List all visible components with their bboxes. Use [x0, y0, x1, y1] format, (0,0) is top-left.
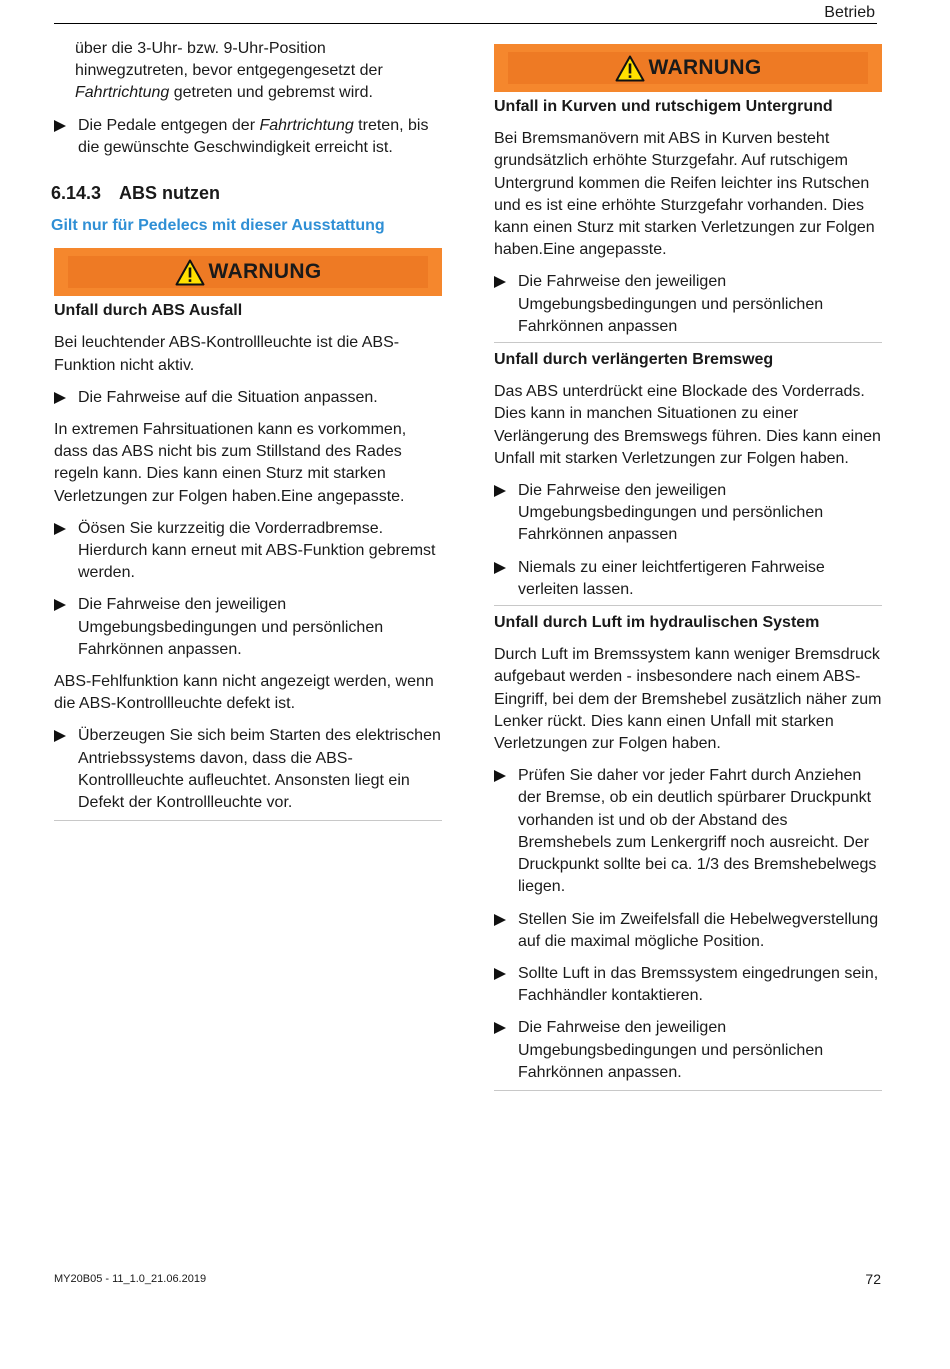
bullet-triangle-icon: [494, 485, 506, 497]
warning-heading: Unfall durch Luft im hydraulischen System: [494, 614, 820, 632]
section-subtitle: Gilt nur für Pedelecs mit dieser Ausstattung: [51, 217, 385, 235]
warning-end-divider: [54, 820, 442, 821]
warning-label: WARNUNG: [208, 260, 322, 284]
bullet-item: Die Fahrweise auf die Situation anpassen.: [54, 387, 442, 409]
warning-banner: [54, 248, 442, 296]
bullet-item: Öösen Sie kurzzeitig die Vorderradbremse. Hierdurch kann erneut mit ABS-Funktion gebremst werden.: [54, 518, 442, 585]
section-title: ABS nutzen: [119, 183, 221, 204]
page-number: 72: [865, 1271, 881, 1287]
bullet-triangle-icon: [54, 392, 66, 404]
warning-heading: Unfall durch verlängerten Bremsweg: [494, 351, 774, 369]
bullet-triangle-icon: [494, 1022, 506, 1034]
bullet-item: Niemals zu einer leichtfertigeren Fahrweise verleiten lassen.: [494, 557, 882, 601]
bullet-triangle-icon: [494, 914, 506, 926]
left-column: [51, 38, 442, 821]
warning-heading: Unfall in Kurven und rutschigem Untergrund: [494, 98, 833, 115]
bullet-item: Stellen Sie im Zweifelsfall die Hebelwegverstellung auf die maximal mögliche Position.: [494, 909, 882, 953]
bullet-item: Die Fahrweise den jeweiligen Umgebungsbedingungen und persönlichen Fahrkönnen anpassen: [494, 480, 882, 547]
bullet-item: Prüfen Sie daher vor jeder Fahrt durch Anziehen der Bremse, ob ein deutlich spürbarer Druckpunkt vorhanden ist und ob der Abstand des Bremshebels zum Lenkergriff noch ausreicht. Der Druckpunkt sollte bei ca. 1/3 des Bremshebelwegs liegen.: [494, 765, 882, 898]
warning-text: Durch Luft im Bremssystem kann weniger Bremsdruck aufgebaut werden - insbesondere nach einem ABS-Eingriff, bei dem der Bremshebel zusätzlich näher zum Lenker rückt. Dies kann einen Unfall mit starken Verletzungen zur Folgen haben.: [494, 646, 882, 753]
warning-text: ABS-Fehlfunktion kann nicht angezeigt werden, wenn die ABS-Kontrollleuchte defekt ist.: [54, 673, 434, 713]
bullet-triangle-icon: [54, 120, 66, 132]
bullet-triangle-icon: [54, 599, 66, 611]
header-rule: [54, 23, 877, 24]
bullet-triangle-icon: [494, 770, 506, 782]
bullet-item: Überzeugen Sie sich beim Starten des elektrischen Antriebssystems davon, dass die ABS-Kontrollleuchte aufleuchtet. Ansonsten liegt ein Defekt der Kontrollleuchte vor.: [54, 725, 442, 814]
bullet-item: Die Fahrweise den jeweiligen Umgebungsbedingungen und persönlichen Fahrkönnen anpassen: [494, 271, 882, 338]
warning-banner: [494, 44, 882, 92]
warning-text: In extremen Fahrsituationen kann es vorkommen, dass das ABS nicht bis zum Stillstand des Rades regeln kann. Dies kann einen Sturz mit starken Verletzungen zur Folgen haben.Eine angepasste.: [54, 421, 407, 505]
bullet-triangle-icon: [54, 730, 66, 742]
right-column: [494, 44, 882, 1091]
warning-text: Bei Bremsmanövern mit ABS in Kurven besteht grundsätzlich erhöhte Sturzgefahr. Auf rutschigem Untergrund kommen die Reifen leichter ins Rutschen und es ist eine erhöhte Sturzgefahr vorhanden. Dies kann einen Sturz mit starken Verletzungen zur Folgen haben.Eine angepasste.: [494, 130, 875, 259]
section-number: 6.14.3: [51, 183, 102, 204]
warning-label: WARNUNG: [648, 55, 762, 79]
header-title: Betrieb: [824, 4, 875, 21]
bullet-triangle-icon: [494, 562, 506, 574]
bullet-item: Die Fahrweise den jeweiligen Umgebungsbedingungen und persönlichen Fahrkönnen anpassen.: [494, 1017, 882, 1084]
bullet-item: Die Pedale entgegen der Fahrtrichtung treten, bis die gewünschte Geschwindigkeit erreicht ist.: [54, 115, 442, 159]
footer-document-code: MY20B05 - 11_1.0_21.06.2019: [54, 1273, 207, 1285]
warning-heading: Unfall durch ABS Ausfall: [54, 302, 243, 320]
block-divider: [494, 342, 882, 343]
intro-italic: Fahrtrichtung: [75, 84, 170, 102]
bullet-triangle-icon: [494, 276, 506, 288]
warning-triangle-icon: [175, 259, 205, 286]
bullet-item: Sollte Luft in das Bremssystem eingedrungen sein, Fachhändler kontaktieren.: [494, 963, 882, 1007]
section-heading: [51, 181, 442, 205]
warning-text: Das ABS unterdrückt eine Blockade des Vorderrads. Dies kann in manchen Situationen zu einer Verlängerung des Bremswegs führen. Dies kann einen Unfall mit starken Verletzungen zur Folgen haben.: [494, 383, 881, 467]
warning-triangle-icon: [615, 55, 645, 82]
warning-end-divider: [494, 1090, 882, 1091]
bullet-triangle-icon: [494, 968, 506, 980]
warning-text: Bei leuchtender ABS-Kontrollleuchte ist die ABS-Funktion nicht aktiv.: [54, 334, 400, 374]
block-divider: [494, 605, 882, 606]
bullet-item: Die Fahrweise den jeweiligen Umgebungsbedingungen und persönlichen Fahrkönnen anpassen.: [54, 594, 442, 661]
intro-text: über die 3-Uhr- bzw. 9-Uhr-Position hinwegzutreten, bevor entgegengesetzt der Fahrtrichtung getreten und gebremst wird.: [75, 40, 383, 102]
bullet-triangle-icon: [54, 523, 66, 535]
